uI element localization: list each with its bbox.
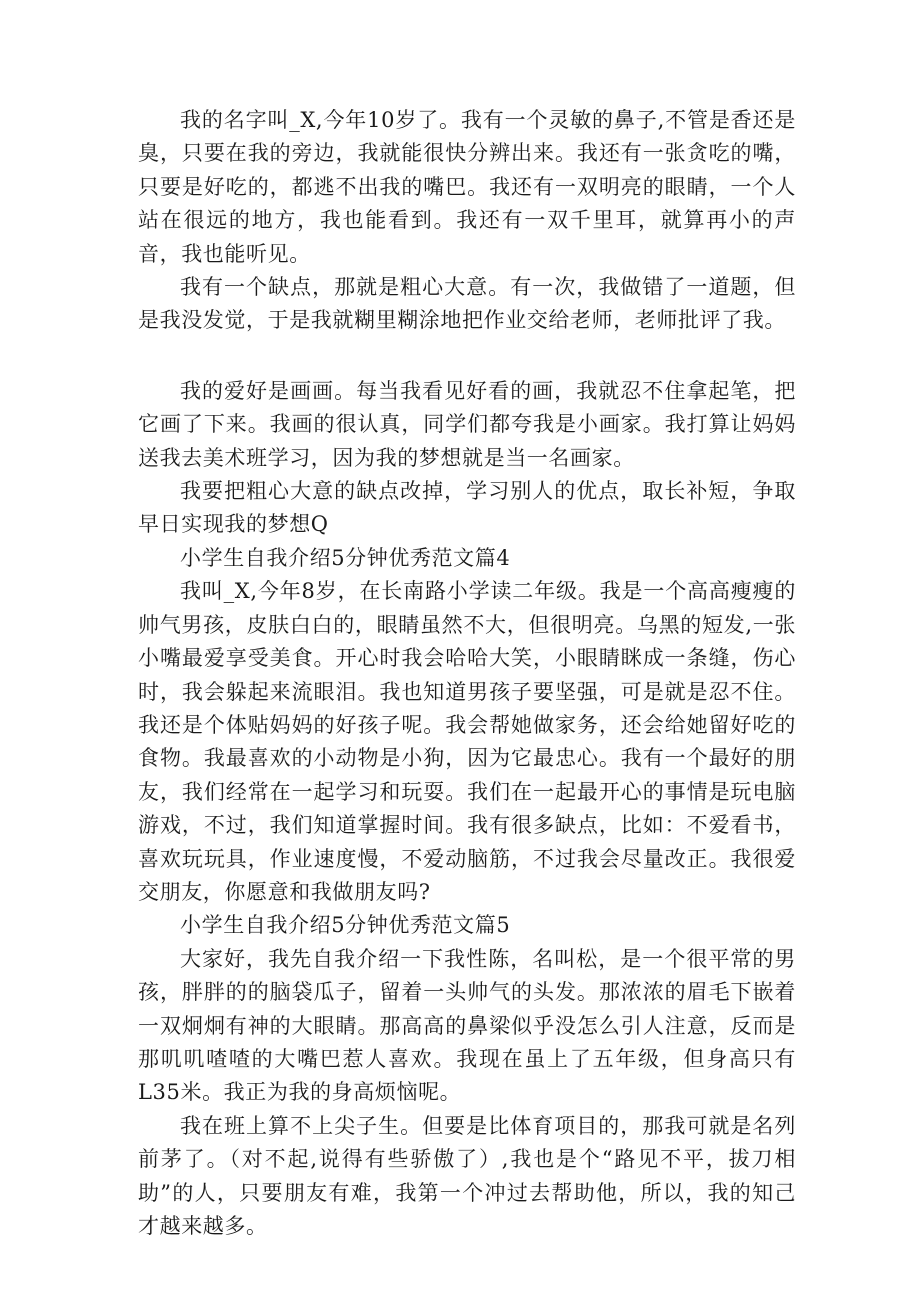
paragraph-essay-5-class: 我在班上算不上尖子生。但要是比体育项目的，那我可就是名列前茅了。（对不起,说得有些骄傲了）,我也是个“路见不平，拔刀相助”的人，只要朋友有难，我第一个冲过去帮助他，所以，我的知己才越来越多。 <box>138 1113 796 1238</box>
section-heading-4: 小学生自我介绍5分钟优秀范文篇4 <box>180 545 511 570</box>
paragraph-dream: 我要把粗心大意的缺点改掉，学习别人的优点，取长补短，争取早日实现我的梦想Q <box>138 479 796 537</box>
paragraph-intro: 我的名字叫_X,今年10岁了。我有一个灵敏的鼻子,不管是香还是臭，只要在我的旁边，我就能很快分辨出来。我还有一张贪吃的嘴，只要是好吃的，都逃不出我的嘴巴。我还有一双明亮的眼睛，一个人站在很远的地方，我也能看到。我还有一双千里耳，就算再小的声音，我也能听见。 <box>138 108 796 266</box>
paragraph-hobby: 我的爱好是画画。每当我看见好看的画，我就忍不住拿起笔，把它画了下来。我画的很认真，同学们都夸我是小画家。我打算让妈妈送我去美术班学习，因为我的梦想就是当一名画家。 <box>138 378 796 470</box>
document-page <box>138 104 796 1243</box>
section-heading-5: 小学生自我介绍5分钟优秀范文篇5 <box>180 913 511 938</box>
paragraph-shortcoming: 我有一个缺点，那就是粗心大意。有一次，我做错了一道题，但是我没发觉，于是我就糊里糊涂地把作业交给老师，老师批评了我。 <box>138 275 796 333</box>
paragraph-essay-5-intro: 大家好，我先自我介绍一下我性陈，名叫松，是一个很平常的男孩，胖胖的的脑袋瓜子，留着一头帅气的头发。那浓浓的眉毛下嵌着一双炯炯有神的大眼睛。那高高的鼻梁似乎没怎么引人注意，反而是那叽叽喳喳的大嘴巴惹人喜欢。我现在虽上了五年级，但身高只有L35米。我正为我的身高烦恼呢。 <box>138 946 796 1105</box>
paragraph-essay-4: 我叫_X,今年8岁，在长南路小学读二年级。我是一个高高瘦瘦的帅气男孩，皮肤白白的，眼睛虽然不大，但很明亮。乌黑的短发,一张小嘴最爱享受美食。开心时我会哈哈大笑，小眼睛眯成一条缝，伤心时，我会躲起来流眼泪。我也知道男孩子要坚强，可是就是忍不住。我还是个体贴妈妈的好孩子呢。我会帮她做家务，还会给她留好吃的食物。我最喜欢的小动物是小狗，因为它最忠心。我有一个最好的朋友，我们经常在一起学习和玩耍。我们在一起最开心的事情是玩电脑游戏，不过，我们知道掌握时间。我有很多缺点，比如：不爱看书，喜欢玩玩具，作业速度慢，不爱动脑筋，不过我会尽量改正。我很爱交朋友，你愿意和我做朋友吗? <box>138 579 796 904</box>
paragraph-gap <box>138 338 796 375</box>
